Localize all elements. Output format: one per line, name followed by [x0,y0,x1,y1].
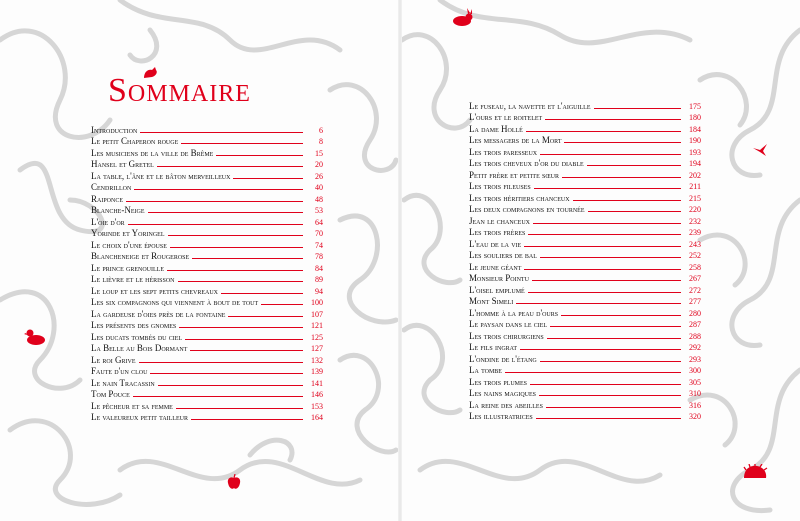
toc-entry-title: La dame Hollé [469,123,523,134]
toc-entry-page: 146 [311,390,323,399]
toc-leader-line [221,293,303,294]
toc-entry-title: Mont Simeli [469,296,514,306]
toc-entry-title: Les trois paresseux [469,146,538,157]
toc-entry [91,411,323,423]
toc-entry-page: 202 [689,170,701,180]
toc-list-right [469,99,701,421]
apple-icon [227,474,241,490]
toc-entry-title: Les deux compagnons en tournée [469,204,585,214]
toc-list-left [91,123,323,422]
toc-entry-title: L'oie d'or [91,216,125,227]
toc-leader-line [524,269,681,270]
toc-entry [469,364,701,376]
toc-entry-title: Les ducats tombés du ciel [91,331,183,342]
toc-leader-line [148,212,304,213]
toc-entry-page: 40 [315,183,323,192]
toc-leader-line [532,280,681,281]
toc-entry-title: Le petit Chaperon rouge [91,136,179,146]
toc-entry [91,135,323,147]
flying-bird-icon [752,142,768,158]
toc-entry-title: Le pêcheur et sa femme [91,400,173,411]
toc-entry-page: 280 [689,308,701,318]
toc-entry-page: 94 [315,286,323,296]
toc-entry-title: Les trois cheveux d'or du diable [469,158,584,168]
toc-leader-line [192,258,303,259]
toc-entry [469,272,701,284]
toc-entry [91,169,323,181]
toc-leader-line [167,270,303,271]
toc-leader-line [539,395,681,396]
toc-leader-line [536,418,681,419]
toc-entry-page: 190 [689,136,701,145]
toc-leader-line [534,188,681,189]
toc-leader-line [150,373,303,374]
toc-entry-page: 8 [319,137,323,146]
toc-entry [469,260,701,272]
toc-entry-title: Le jeune géant [469,261,522,272]
toc-leader-line [588,211,681,212]
toc-entry-page: 272 [689,285,701,295]
toc-entry-page: 316 [689,400,701,410]
toc-entry-page: 180 [689,113,701,122]
toc-entry [469,237,701,249]
toc-entry-page: 252 [689,251,701,260]
toc-entry-page: 132 [311,355,323,365]
toc-entry-page: 184 [689,124,701,134]
toc-entry-title: Petit frère et petite sœur [469,169,560,180]
toc-entry [91,181,323,193]
toc-entry [91,319,323,331]
toc-entry [469,249,701,261]
toc-entry-title: Cendrillon [91,182,132,192]
toc-leader-line [170,247,303,248]
toc-entry-page: 125 [311,332,323,342]
toc-entry-title: Le roi Grive [91,354,136,365]
toc-entry-page: 48 [315,194,323,204]
toc-leader-line [191,419,303,420]
toc-entry-title: Tom Pouce [91,389,130,399]
toc-entry-page: 153 [311,401,323,411]
toc-entry [91,273,323,285]
toc-entry-page: 310 [689,389,701,398]
toc-entry-title: La table, l'âne et le bâton merveilleux [91,170,231,181]
toc-leader-line [524,246,681,247]
toc-entry-title: Les nains magiques [469,388,537,398]
toc-leader-line [168,235,304,236]
toc-entry-title: Les trois héritiers chanceux [469,192,570,203]
toc-entry-page: 70 [315,229,323,238]
page-title: Sommaire [108,72,251,109]
toc-leader-line [526,131,681,132]
duck-icon [24,328,46,346]
toc-entry-page: 64 [315,217,323,227]
toc-leader-line [133,396,303,397]
toc-entry-title: Le nain Tracassin [91,377,155,388]
toc-leader-line [158,385,303,386]
toc-entry [469,134,701,146]
toc-entry [469,168,701,180]
toc-entry-page: 292 [689,343,701,352]
toc-entry [91,342,323,354]
toc-entry [91,261,323,273]
toc-entry-title: Blanche-Neige [91,205,145,215]
toc-entry-page: 288 [689,331,701,341]
toc-entry-title: Les souliers de bal [469,250,537,260]
toc-entry-page: 215 [689,193,701,203]
toc-entry-page: 121 [311,321,323,330]
toc-entry-title: L'eau de la vie [469,238,522,249]
toc-entry-title: L'ours et le roitelet [469,112,543,122]
toc-entry-page: 107 [311,309,323,319]
toc-leader-line [157,166,303,167]
toc-entry [469,214,701,226]
toc-entry-title: Hansel et Gretel [91,159,154,169]
toc-entry-page: 141 [311,378,323,388]
toc-leader-line [561,315,681,316]
toc-entry-title: Le choix d'une épouse [91,239,167,250]
toc-entry [469,352,701,364]
toc-leader-line [533,223,681,224]
rabbit-icon [450,8,474,28]
toc-entry [469,99,701,111]
toc-entry [469,180,701,192]
toc-entry-page: 194 [689,159,701,168]
toc-entry-title: L'oisel emplumé [469,284,525,295]
toc-entry [469,329,701,341]
toc-entry [469,111,701,123]
toc-entry-page: 78 [315,252,323,261]
toc-entry [469,398,701,410]
toc-entry-title: Le fuseau, la navette et l'aiguille [469,100,591,111]
toc-entry-title: Introduction [91,124,138,135]
toc-entry-title: Monsieur Pointu [469,273,529,283]
toc-entry-title: La Belle au Bois Dormant [91,343,188,353]
toc-leader-line [550,326,681,327]
toc-entry [91,158,323,170]
toc-entry [91,296,323,308]
toc-entry-page: 26 [315,171,323,181]
toc-entry [91,307,323,319]
toc-entry-page: 267 [689,274,701,283]
toc-entry [469,191,701,203]
toc-entry [91,123,323,135]
toc-leader-line [547,338,681,339]
toc-entry-title: Faute d'un clou [91,366,148,376]
toc-entry-page: 211 [689,182,701,191]
toc-entry-title: Les présents des gnomes [91,320,177,330]
toc-entry-page: 84 [315,263,323,273]
toc-entry-page: 287 [689,320,701,329]
toc-leader-line [505,372,681,373]
toc-entry-title: Yorinde et Yoringel [91,228,165,238]
toc-entry [91,376,323,388]
book-gutter [398,0,402,521]
toc-entry-page: 220 [689,205,701,214]
toc-entry-title: L'homme à la peau d'ours [469,307,559,318]
toc-entry [91,388,323,400]
toc-entry-title: Le loup et les sept petits chevreaux [91,285,218,296]
toc-entry [469,283,701,295]
toc-entry [469,295,701,307]
toc-entry-title: Les illustratrices [469,411,533,421]
toc-entry [91,204,323,216]
toc-entry-page: 320 [689,412,701,421]
toc-entry [469,410,701,422]
toc-entry [469,318,701,330]
toc-entry [91,399,323,411]
toc-entry-title: Les trois chirurgiens [469,330,544,341]
toc-entry-title: Les trois frères [469,227,526,237]
toc-leader-line [181,143,303,144]
toc-entry-title: Les trois plumes [469,376,528,387]
toc-leader-line [540,361,681,362]
toc-entry-title: Les trois fileuses [469,181,531,191]
toc-leader-line [128,224,303,225]
toc-entry [469,157,701,169]
toc-leader-line [540,154,681,155]
toc-leader-line [530,384,681,385]
toc-leader-line [516,303,681,304]
toc-leader-line [178,281,304,282]
toc-entry [91,365,323,377]
toc-leader-line [185,339,303,340]
toc-leader-line [594,108,682,109]
toc-entry-page: 164 [311,413,323,422]
toc-leader-line [176,408,303,409]
toc-entry-page: 300 [689,366,701,375]
toc-leader-line [520,349,681,350]
toc-leader-line [179,327,303,328]
toc-entry [91,250,323,262]
toc-leader-line [233,178,303,179]
toc-leader-line [134,189,303,190]
toc-entry [469,122,701,134]
toc-leader-line [545,119,681,120]
toc-entry [469,306,701,318]
toc-leader-line [546,407,681,408]
toc-leader-line [564,142,681,143]
toc-entry-page: 100 [311,298,323,307]
toc-entry [91,215,323,227]
toc-leader-line [126,201,303,202]
toc-entry-title: Raiponce [91,193,124,204]
toc-leader-line [528,234,681,235]
toc-entry-page: 20 [315,160,323,169]
toc-entry [469,375,701,387]
toc-leader-line [190,350,303,351]
toc-leader-line [228,316,303,317]
toc-entry [469,226,701,238]
hedgehog-icon [742,464,768,480]
toc-entry [91,353,323,365]
toc-entry-title: La gardeuse d'oies près de la fontaine [91,308,226,319]
toc-entry-title: Blancheneige et Rougerose [91,251,190,261]
toc-entry-page: 74 [315,240,323,250]
toc-entry-title: Les musiciens de la ville de Brême [91,147,214,158]
toc-entry-page: 232 [689,216,701,226]
toc-entry-title: Le paysan dans le ciel [469,319,548,329]
toc-entry-page: 139 [311,367,323,376]
toc-entry-page: 6 [319,125,323,135]
toc-entry [469,145,701,157]
toc-entry-page: 239 [689,228,701,237]
toc-entry-page: 53 [315,206,323,215]
toc-leader-line [528,292,681,293]
toc-entry-page: 243 [689,239,701,249]
toc-leader-line [540,257,681,258]
toc-leader-line [216,155,303,156]
toc-entry [91,330,323,342]
toc-entry-title: Les six compagnons qui viennent à bout de tout [91,297,259,307]
toc-entry-page: 127 [311,344,323,353]
toc-entry-title: Jean le chanceux [469,215,530,226]
toc-entry-title: L'ondine de l'étang [469,353,537,364]
toc-entry-page: 175 [689,101,701,111]
toc-entry [91,192,323,204]
toc-leader-line [587,165,681,166]
toc-entry-page: 89 [315,275,323,284]
toc-entry [469,387,701,399]
toc-entry-page: 15 [315,148,323,158]
toc-leader-line [140,132,303,133]
toc-entry-title: La reine des abeilles [469,399,543,410]
toc-entry [469,203,701,215]
toc-entry-title: Le valeureux petit tailleur [91,412,188,422]
toc-entry [91,227,323,239]
toc-leader-line [261,304,303,305]
toc-entry-title: Le lièvre et le hérisson [91,274,175,284]
toc-entry-page: 305 [689,377,701,387]
toc-entry-title: La tombe [469,365,502,375]
toc-entry-page: 293 [689,354,701,364]
toc-leader-line [562,177,681,178]
toc-entry-title: Le prince grenouille [91,262,164,273]
toc-entry-title: Le fils ingrat [469,342,517,352]
toc-entry-page: 258 [689,262,701,272]
toc-entry-page: 193 [689,147,701,157]
toc-leader-line [573,200,681,201]
toc-entry [469,341,701,353]
toc-entry-page: 277 [689,297,701,306]
toc-entry-title: Les messagers de la Mort [469,135,562,145]
toc-entry [91,146,323,158]
toc-leader-line [139,362,304,363]
toc-entry [91,238,323,250]
toc-entry [91,284,323,296]
